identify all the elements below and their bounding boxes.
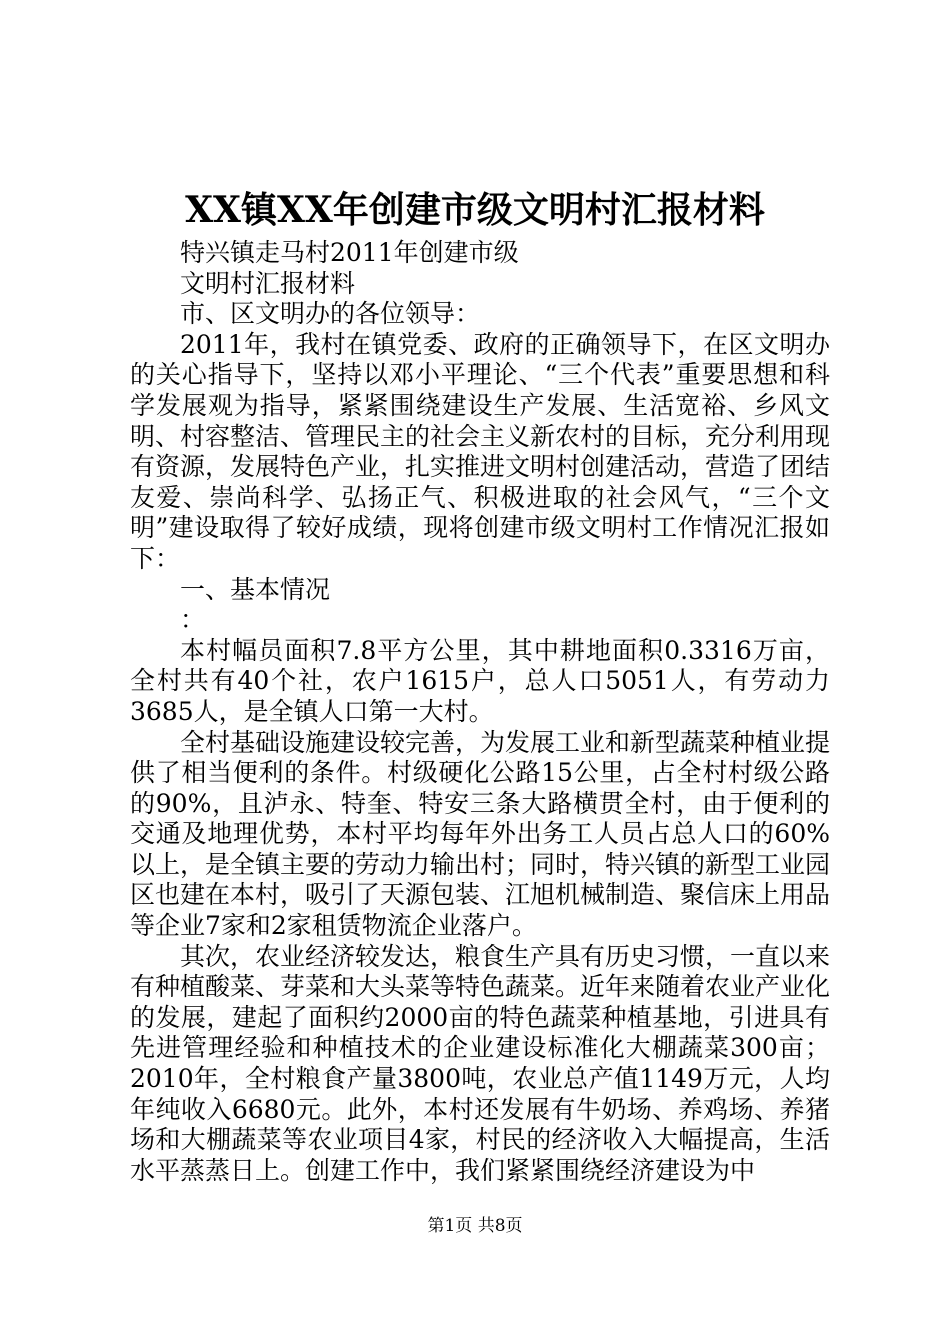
subtitle-line-2: 文明村汇报材料 — [180, 268, 356, 298]
document-title: XX镇XX年创建市级文明村汇报材料 — [185, 189, 765, 231]
section-heading: 一、基本情况 — [180, 574, 331, 604]
subtitle-line-1: 特兴镇走马村2011年创建市级 — [180, 238, 519, 267]
document-body — [130, 238, 830, 1186]
paragraph-area: 本村幅员面积7.8平方公里，其中耕地面积0.3316万亩，全村共有40个社，农户1615户，总人口5051人，有劳动力3685人，是全镇人口第一大村。 — [130, 635, 830, 726]
page-footer: 第1页 共8页 — [427, 1216, 523, 1236]
intro-paragraph: 2011年，我村在镇党委、政府的正确领导下，在区文明办的关心指导下，坚持以邓小平理论、“三个代表”重要思想和科学发展观为指导，紧紧围绕建设生产发展、生活宽裕、乡风文明、村容整洁、管理民主的社会主义新农村的目标，充分利用现有资源，发展特色产业，扎实推进文明村创建活动，营造了团结友爱、崇尚科学、弘扬正气、积极进取的社会风气，“三个文明”建设取得了较好成绩，现将创建市级文明村工作情况汇报如下： — [130, 329, 831, 573]
paragraph-infrastructure: 全村基础设施建设较完善，为发展工业和新型蔬菜种植业提供了相当便利的条件。村级硬化公路15公里，占全村村级公路的90%，且泸永、特奎、特安三条大路横贯全村，由于便利的交通及地理优势，本村平均每年外出务工人员占总人口的60%以上，是全镇主要的劳动力输出村；同时，特兴镇的新型工业园区也建在本村，吸引了天源包装、江旭机械制造、聚信床上用品等企业7家和2家租赁物流企业落户。 — [130, 727, 831, 941]
section-colon: ： — [180, 605, 206, 635]
paragraph-agriculture: 其次，农业经济较发达，粮食生产具有历史习惯，一直以来有种植酸菜、芽菜和大头菜等特色蔬菜。近年来随着农业产业化的发展，建起了面积约2000亩的特色蔬菜种植基地，引进具有先进管理经验和种植技术的企业建设标准化大棚蔬菜300亩；2010年，全村粮食产量3800吨，农业总产值1149万元，人均年纯收入6680元。此外，本村还发展有牛奶场、养鸡场、养猪场和大棚蔬菜等农业项目4家，村民的经济收入大幅提高，生活水平蒸蒸日上。创建工作中，我们紧紧围绕经济建设为中 — [130, 941, 831, 1185]
salutation: 市、区文明办的各位领导： — [180, 299, 481, 329]
